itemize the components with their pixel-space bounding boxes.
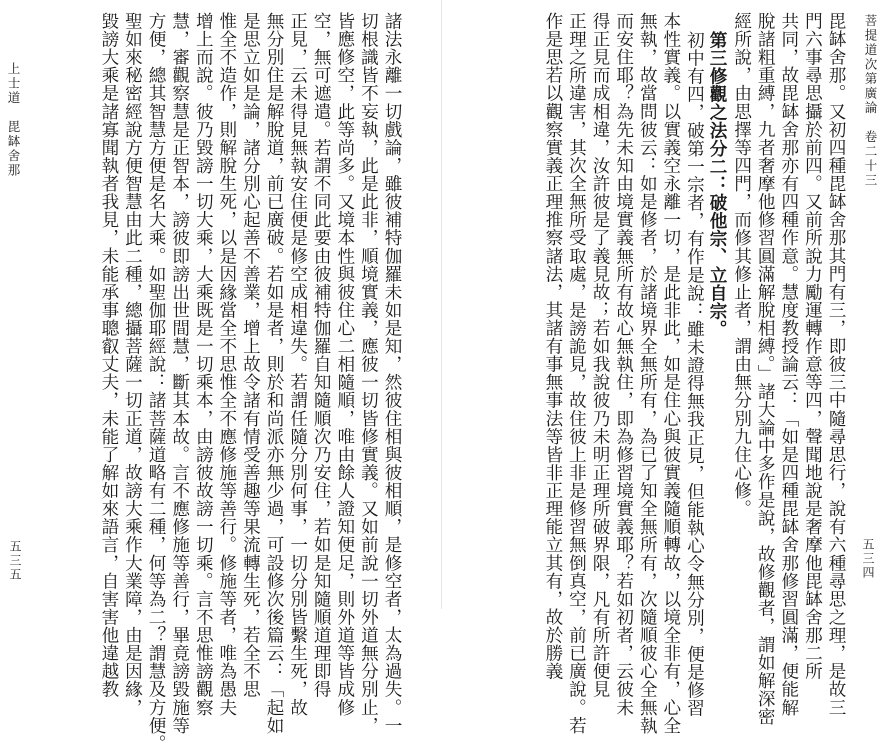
text-column: 正理之所違害，其次全無所受取處，是謗詭見，故住彼上非是修習無倒真空，前已廣說。若 [566, 12, 587, 735]
text-column: 毀謗大乘是諸寡聞執者我見，未能承事聰叡丈夫，未能了解如來語言，自害害他違越教 [98, 12, 119, 699]
text-column: 本性實義。以實義空永離一切，是此非此，如是住心與彼實義隨順轉故，以境全非有，心全 [660, 12, 681, 735]
section-heading: 第三修觀之法分二：破他宗、立自宗。 [707, 31, 729, 339]
text-column: 皆應修空，此等尚多。又境本性與彼住心二相隨順，唯由餘人證知便足，則外道等皆成修 [334, 12, 355, 717]
text-column: 是思立如是論，諸分別心起善不善業，增上故令諸有情受善趣等果流轉生死，若全不思 [240, 12, 261, 699]
text-column: 脫諸粗重縛，九者奢摩他修習圓滿解脫相縛。」諸大論中多作是說，故修觀者，謂如解深密 [755, 12, 776, 726]
right-page-body [485, 12, 847, 735]
page-number-left: 五三五 [8, 540, 22, 582]
text-column: 惟全不造作，則解脫生死，以是因緣當全不思惟全不應修施等善行。修施等者，唯為愚夫 [216, 12, 237, 717]
text-column: 得正見而成相違，汝許彼是了義見故；若如我說彼乃未明正理所破界限，凡有所許便見 [590, 12, 611, 699]
text-column: 毘缽舍那。又初四種毘缽舍那其門有三，即彼三中隨尋思行，說有六種尋思之理，是故三 [826, 12, 846, 717]
text-column: 作是思若以觀察實義正理推察諸法，其諸有事無事法等皆非正理能立其有，故於勝義 [542, 12, 563, 681]
text-column: 經所說，由思擇等四門，而修其修止者，謂由無分別九住心修。 [731, 12, 752, 518]
text-column: 諸法永離一切戲論，雖彼補特伽羅未如是知，然彼住相與彼相順，是修空者，太為過失。一 [382, 12, 402, 735]
text-column: 門六事尋思攝於前四。又前所說力勵運轉作意等四，聲聞地說是奢摩他毘缽舍那二所 [802, 12, 823, 681]
page-number-right: 五三四 [861, 538, 875, 580]
right-page [445, 0, 885, 735]
left-page-body [33, 12, 403, 752]
text-column: 慧，審觀察慧是正智本，謗彼即謗出世間慧，斷其本故。言不應修施等善行，畢竟謗毀施等 [169, 12, 190, 735]
text-column: 正見，云未得見無執安住便是修空成相違失。若謂任隨分別何事，一切分別皆繫生死，故 [287, 12, 308, 717]
text-column: 增上而說。彼乃毀謗一切大乘，大乘既是一切乘本，由謗彼故謗一切乘。言不思惟謗觀察 [193, 12, 214, 717]
text-column: 無執，故當問彼云：如是修者，於諸境界全無所有，為已了知全無所有，次隨順彼心全無執 [637, 12, 658, 735]
text-column: 初中有四，破第一宗者，有作是說：雖未證得無我正見，但能執心令無分別，便是修習 [684, 31, 705, 718]
text-column: 切根識皆不妄執，此是此非，順境實義，應彼一切皆修實義。又如前說一切外道無分別止， [358, 12, 379, 735]
text-column: 而安住耶？為先未知由境實義無所有故心無執住，即為修習境實義耶？若如初者，云彼未 [613, 12, 634, 717]
running-head-left: 上士道 毘缽舍那 [6, 62, 21, 178]
running-head-right: 菩提道次第廣論 卷二十三 [863, 14, 878, 188]
text-column: 聖如來秘密經說方便智慧由此二種，總攝菩薩一切正道，故謗大乘作大業障，由是因緣， [122, 12, 143, 717]
text-column: 共同，故毘缽舍那亦有四種作意。慧度教授論云：「如是四種毘缽舍那修習圓滿，便能解 [778, 12, 799, 717]
text-column: 無分別住是解脫道，前已廣破。若如是者，則於和尚派亦無少過，可設修次後篇云：「起如 [264, 12, 285, 735]
text-column: 方便，總其智慧方便是名大乘。如聖伽耶經說：諸菩薩道略有二種，何等為二？謂慧及方便。 [146, 12, 167, 752]
text-column: 空，無可遮遣。若謂不同此要由彼補特伽羅自知隨順次乃安住，若如是知隨順道理即得 [311, 12, 332, 699]
